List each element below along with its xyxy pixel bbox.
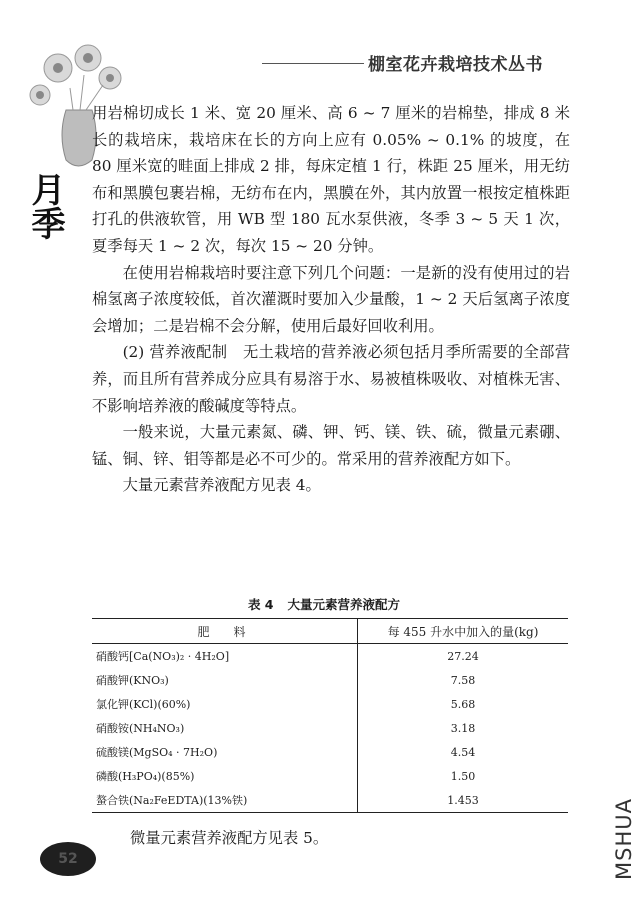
watermark: MSHUA [612, 798, 636, 880]
table-title: 大量元素营养液配方 [287, 597, 401, 612]
table-row [92, 716, 568, 740]
paragraph: 大量元素营养液配方见表 4。 [122, 476, 321, 495]
table-header-row [92, 619, 568, 644]
table-row [92, 644, 568, 669]
amount-cell: 5.68 [450, 697, 476, 711]
table-caption [92, 595, 570, 613]
fertilizer-cell: 磷酸(H₃PO₄)(85%) [92, 764, 358, 788]
paragraph: 在使用岩棉栽培时要注意下列几个问题：一是新的没有使用过的岩棉氢离子浓度较低，首次灌溉时要加入少量酸，1 ~ 2 天后氢离子浓度会增加；二是岩棉不会分解，使用后最好回收利用。 [92, 263, 570, 335]
table-row [92, 692, 568, 716]
header-rule [262, 63, 364, 64]
fertilizer-cell: 硝酸钾(KNO₃) [92, 668, 358, 692]
table-row [92, 740, 568, 764]
amount-cell: 1.50 [450, 769, 476, 783]
amount-cell: 4.54 [450, 745, 476, 759]
body-text [92, 100, 570, 499]
header-amount: 每 455 升水中加入的量(kg) [387, 624, 539, 639]
table-row [92, 788, 568, 813]
fertilizer-cell: 螯合铁(Na₂FeEDTA)(13%铁) [92, 788, 358, 813]
header-fertilizer: 肥 料 [92, 619, 358, 644]
series-title: 棚室花卉栽培技术丛书 [368, 55, 543, 75]
amount-cell: 1.453 [447, 793, 479, 807]
table-row [92, 764, 568, 788]
paragraph: 一般来说，大量元素氮、磷、钾、钙、镁、铁、硫，微量元素硼、锰、铜、锌、钼等都是必不可少的。常采用的营养液配方如下。 [92, 423, 570, 468]
fertilizer-cell: 硫酸镁(MgSO₄ · 7H₂O) [92, 740, 358, 764]
paragraph: (2) 营养液配制 无土栽培的营养液必须包括月季所需要的全部营养，而且所有营养成分应具有易溶于水、易被植株吸收、对植株无害、不影响培养液的酸碱度等特点。 [92, 343, 570, 415]
fertilizer-cell: 氯化钾(KCl)(60%) [92, 692, 358, 716]
amount-cell: 7.58 [450, 673, 476, 687]
fertilizer-cell: 硝酸钙[Ca(NO₃)₂ · 4H₂O] [92, 644, 358, 669]
side-title: 月季 [25, 172, 65, 240]
table-number: 表 4 [247, 597, 274, 612]
nutrient-table [92, 618, 568, 813]
paragraph: 用岩棉切成长 1 米、宽 20 厘米、高 6 ~ 7 厘米的岩棉垫，排成 8 米长的栽培床，栽培床在长的方向上应有 0.05% ~ 0.1% 的坡度，在 80 厘米宽的畦面上排成 2 排，每床定植 1 行，株距 25 厘米，用无纺布和黑膜包裹岩棉，无纺布在内，黑膜在外，其内放置一根按定植株距打孔的供液软管，用 WB 型 180 瓦水泵供液，冬季 3 ~ 5 天 1 次，夏季每天 1 ~ 2 次，每次 15 ~ 20 分钟。 [92, 104, 570, 255]
page-number: 52 [40, 842, 96, 876]
amount-cell: 27.24 [447, 649, 479, 663]
after-table-text: 微量元素营养液配方见表 5。 [130, 829, 329, 847]
table-row [92, 668, 568, 692]
amount-cell: 3.18 [450, 721, 476, 735]
fertilizer-cell: 硝酸铵(NH₄NO₃) [92, 716, 358, 740]
